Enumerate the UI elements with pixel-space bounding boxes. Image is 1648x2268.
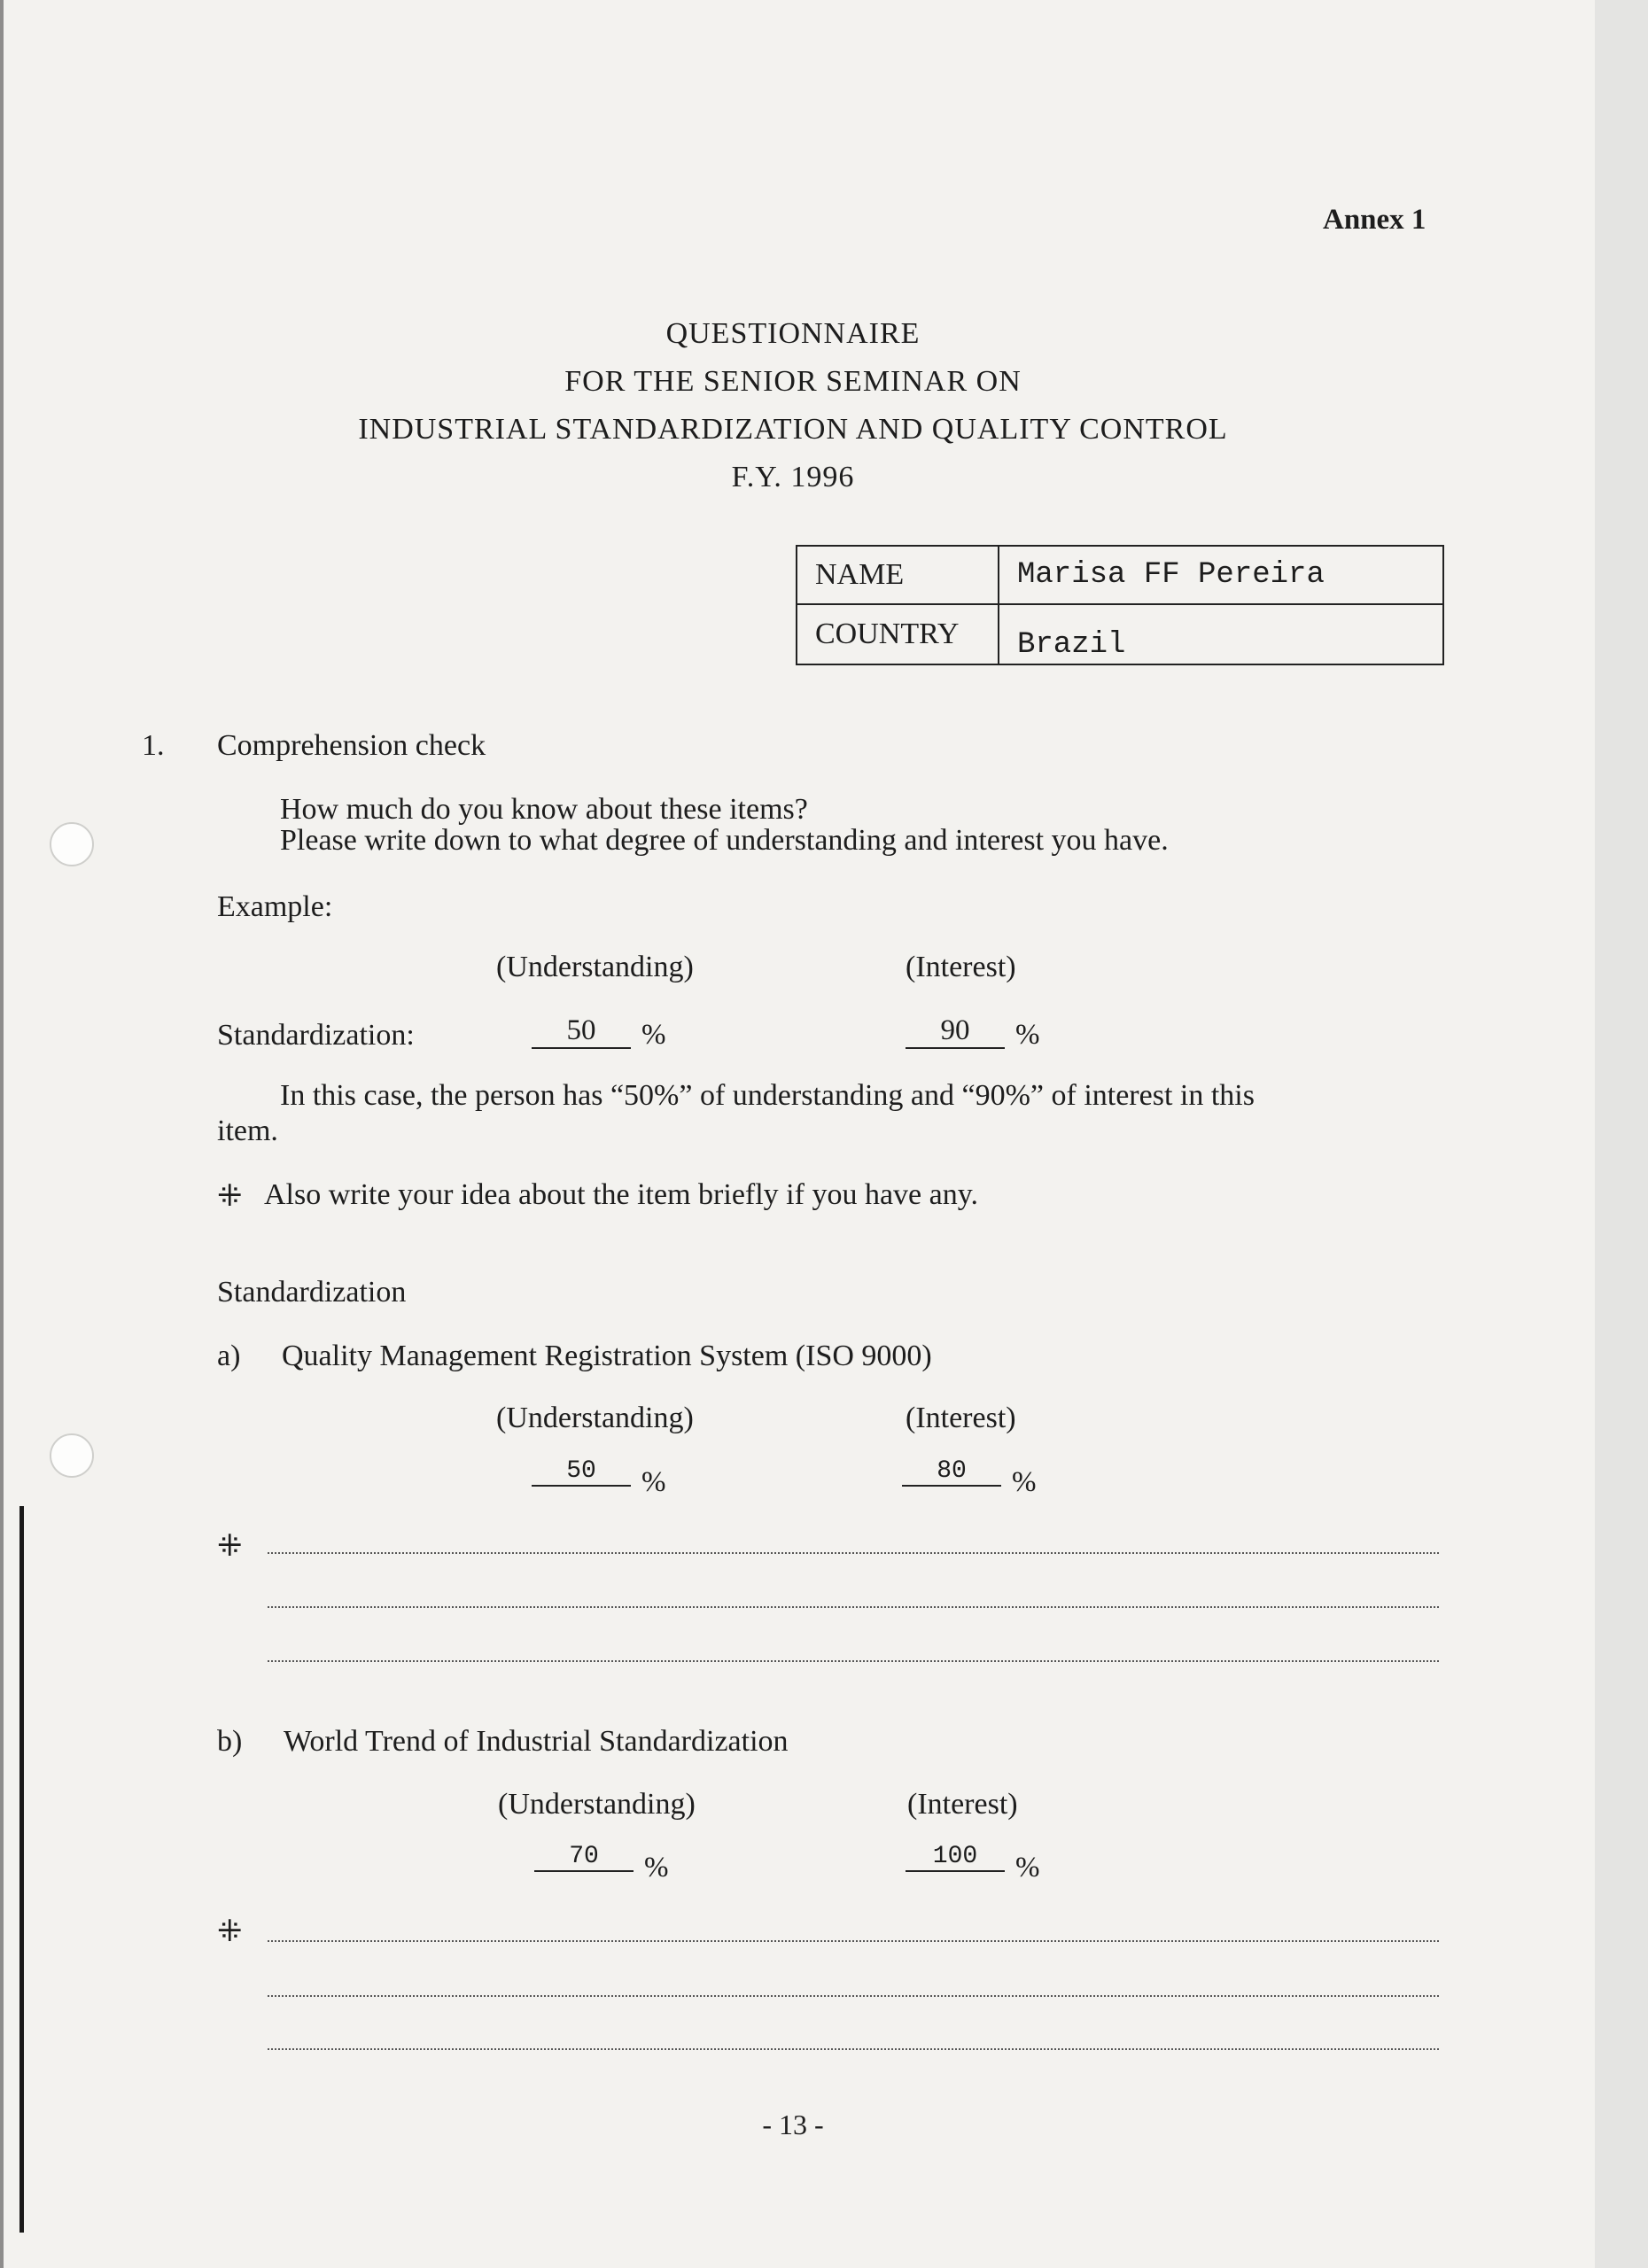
country-value: Brazil bbox=[999, 604, 1443, 664]
title-line-1: QUESTIONNAIRE bbox=[665, 317, 921, 350]
item-a-understanding-percent: % bbox=[641, 1466, 666, 1498]
page-number: - 13 - bbox=[762, 2109, 824, 2140]
intro-line-2: Please write down to what degree of understanding and interest you have. bbox=[280, 824, 1169, 857]
item-a-letter: a) bbox=[217, 1340, 241, 1372]
item-b-understanding-value[interactable]: 70 bbox=[534, 1843, 634, 1872]
title-line-3: INDUSTRIAL STANDARDIZATION AND QUALITY CONTROL bbox=[358, 413, 1228, 446]
explanation-line-1: In this case, the person has “50%” of understanding and “90%” of interest in this bbox=[280, 1079, 1255, 1112]
section-number: 1. bbox=[142, 729, 165, 762]
name-label: NAME bbox=[797, 546, 999, 604]
example-interest-percent: % bbox=[1015, 1019, 1040, 1051]
country-label: COUNTRY bbox=[797, 604, 999, 664]
item-a-note-line-2[interactable] bbox=[268, 1606, 1439, 1608]
example-label: Example: bbox=[217, 890, 333, 923]
title-line-4: F.Y. 1996 bbox=[731, 461, 855, 493]
item-b-interest-value[interactable]: 100 bbox=[906, 1843, 1005, 1872]
item-a-interest-percent: % bbox=[1012, 1466, 1037, 1498]
category-heading: Standardization bbox=[217, 1276, 407, 1309]
item-a-understanding-header: (Understanding) bbox=[496, 1402, 694, 1434]
example-understanding-percent: % bbox=[641, 1019, 666, 1051]
example-understanding-header: (Understanding) bbox=[496, 951, 694, 983]
section-heading: Comprehension check bbox=[217, 729, 486, 762]
item-a-note-asterisk-icon: ⁜ bbox=[217, 1530, 243, 1563]
title-line-2: FOR THE SENIOR SEMINAR ON bbox=[564, 365, 1022, 398]
item-b-note-line-3[interactable] bbox=[268, 2048, 1439, 2050]
scanner-background bbox=[1595, 0, 1648, 2268]
item-b-note-line-1[interactable] bbox=[268, 1940, 1439, 1942]
example-understanding-value: 50 bbox=[532, 1014, 631, 1049]
example-item-label: Standardization: bbox=[217, 1019, 415, 1052]
item-a-note-line-1[interactable] bbox=[268, 1552, 1439, 1554]
note-asterisk-icon: ⁜ bbox=[217, 1180, 243, 1213]
item-b-understanding-percent: % bbox=[644, 1852, 669, 1884]
item-b-interest-percent: % bbox=[1015, 1852, 1040, 1884]
item-b-interest-header: (Interest) bbox=[907, 1788, 1018, 1821]
item-b-letter: b) bbox=[217, 1725, 243, 1758]
item-b-title: World Trend of Industrial Standardization bbox=[284, 1725, 789, 1758]
item-a-understanding-value[interactable]: 50 bbox=[532, 1457, 631, 1487]
example-interest-value: 90 bbox=[906, 1014, 1005, 1049]
example-interest-header: (Interest) bbox=[906, 951, 1016, 983]
participant-info-table bbox=[796, 545, 1444, 665]
intro-line-1: How much do you know about these items? bbox=[280, 793, 808, 826]
punch-hole-bottom bbox=[50, 1433, 94, 1478]
item-a-note-line-3[interactable] bbox=[268, 1660, 1439, 1662]
punch-hole-top bbox=[50, 822, 94, 866]
note-text: Also write your idea about the item briefly if you have any. bbox=[264, 1178, 979, 1211]
item-b-understanding-header: (Understanding) bbox=[498, 1788, 696, 1821]
item-b-note-asterisk-icon: ⁜ bbox=[217, 1915, 243, 1948]
annex-label: Annex 1 bbox=[1323, 204, 1426, 236]
explanation-line-2: item. bbox=[217, 1115, 278, 1147]
item-a-title: Quality Management Registration System (ISO 9000) bbox=[282, 1340, 932, 1372]
item-a-interest-header: (Interest) bbox=[906, 1402, 1016, 1434]
name-value: Marisa FF Pereira bbox=[999, 546, 1443, 604]
item-b-note-line-2[interactable] bbox=[268, 1995, 1439, 1997]
item-a-interest-value[interactable]: 80 bbox=[902, 1457, 1001, 1487]
